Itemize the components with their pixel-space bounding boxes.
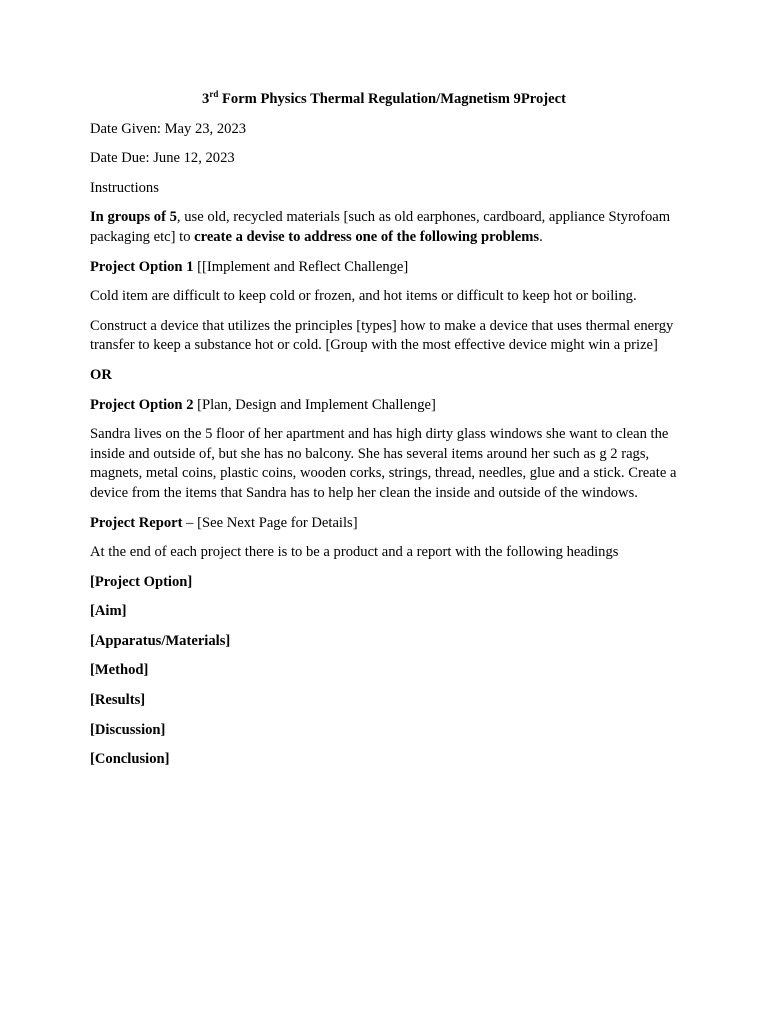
instructions-heading: Instructions xyxy=(90,179,159,196)
report-heading-discussion: [Discussion] xyxy=(90,721,166,738)
instructions-bold-task: create a devise to address one of the following problems xyxy=(194,228,540,245)
report-heading-conclusion: [Conclusion] xyxy=(90,751,170,768)
option2-subtitle: [Plan, Design and Implement Challenge] xyxy=(193,396,436,413)
instructions-bold-lead: In groups of 5 xyxy=(90,209,177,226)
document-body xyxy=(90,90,678,780)
option1-problem: Cold item are difficult to keep cold or frozen, and hot items or difficult to keep hot or boiling. xyxy=(90,288,637,305)
option1-subtitle: [[Implement and Reflect Challenge] xyxy=(193,258,409,275)
report-heading-item xyxy=(90,632,678,652)
date-due: Date Due: June 12, 2023 xyxy=(90,150,235,167)
option2-label: Project Option 2 xyxy=(90,396,194,413)
report-intro: At the end of each project there is to be a product and a report with the following headings xyxy=(90,544,619,561)
report-subtitle: – [See Next Page for Details] xyxy=(182,514,358,531)
document-title xyxy=(90,90,678,110)
report-heading-project-option: [Project Option] xyxy=(90,573,193,590)
report-label: Project Report xyxy=(90,514,183,531)
instructions-paragraph xyxy=(90,208,678,247)
or-separator xyxy=(90,366,678,386)
instructions-middle: , use old, recycled materials [such as old earphones, cardboard, appliance Styrofoam packaging etc] to xyxy=(90,209,671,245)
title-text: Form Physics Thermal Regulation/Magnetism 9Project xyxy=(218,91,566,107)
report-heading-method: [Method] xyxy=(90,662,149,679)
report-heading-aim: [Aim] xyxy=(90,603,127,620)
report-heading xyxy=(90,514,678,534)
report-heading-results: [Results] xyxy=(90,692,146,709)
report-heading-item xyxy=(90,573,678,593)
report-heading-item xyxy=(90,691,678,711)
title-superscript: rd xyxy=(209,89,219,99)
report-heading-item xyxy=(90,661,678,681)
report-heading-apparatus: [Apparatus/Materials] xyxy=(90,632,231,649)
report-heading-item xyxy=(90,750,678,770)
report-heading-item xyxy=(90,721,678,741)
option2-scenario: Sandra lives on the 5 floor of her apartment and has high dirty glass windows she want to clean the inside and outside of, but she has no balcony. She has several items around her such as g 2 rags, magnets, metal coins, plastic coins, wooden corks, strings, thread, needles, glue and a stick. Create a device from the items that Sandra has to help her clean the inside and outside of the windows. xyxy=(90,426,677,501)
report-heading-item xyxy=(90,602,678,622)
option2-heading xyxy=(90,396,678,416)
option1-label: Project Option 1 xyxy=(90,258,194,275)
option1-task: Construct a device that utilizes the principles [types] how to make a device that uses thermal energy transfer to keep a substance hot or cold. [Group with the most effective device might win a prize] xyxy=(90,317,674,354)
title-number: 3 xyxy=(202,91,210,107)
instructions-end: . xyxy=(539,228,543,245)
option1-heading xyxy=(90,258,678,278)
date-given: Date Given: May 23, 2023 xyxy=(90,120,247,137)
or-text: OR xyxy=(90,366,112,383)
